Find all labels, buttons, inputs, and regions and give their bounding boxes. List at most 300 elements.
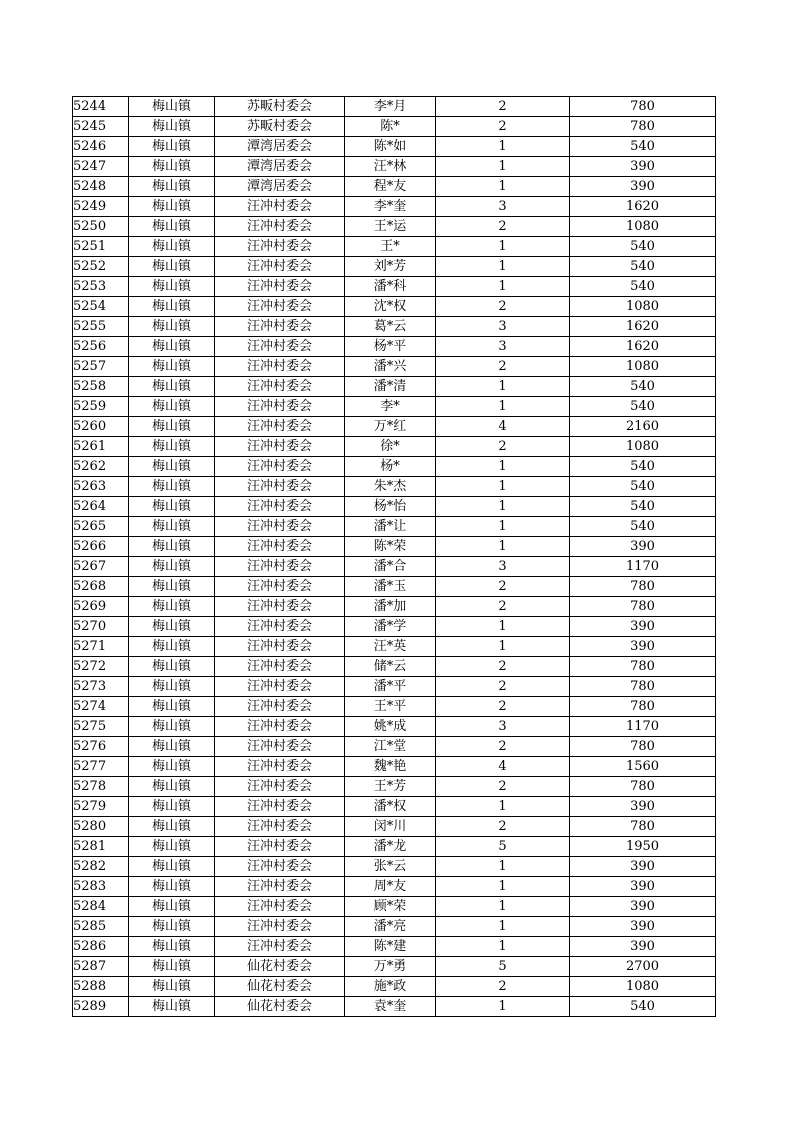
household-count-cell: 1 <box>436 137 570 157</box>
record-id-cell: 5255 <box>73 317 129 337</box>
town-cell: 梅山镇 <box>129 897 215 917</box>
amount-cell: 540 <box>570 477 716 497</box>
town-cell: 梅山镇 <box>129 857 215 877</box>
table-row <box>73 717 716 737</box>
amount-cell: 780 <box>570 817 716 837</box>
record-id-cell: 5258 <box>73 377 129 397</box>
name-cell: 葛*云 <box>345 317 436 337</box>
table-row <box>73 957 716 977</box>
record-id-cell: 5256 <box>73 337 129 357</box>
name-cell: 王*平 <box>345 697 436 717</box>
amount-cell: 540 <box>570 997 716 1017</box>
town-cell: 梅山镇 <box>129 197 215 217</box>
name-cell: 陈*荣 <box>345 537 436 557</box>
table-row <box>73 817 716 837</box>
village-committee-cell: 汪冲村委会 <box>215 337 345 357</box>
name-cell: 张*云 <box>345 857 436 877</box>
table-row <box>73 477 716 497</box>
amount-cell: 540 <box>570 277 716 297</box>
table-row <box>73 377 716 397</box>
town-cell: 梅山镇 <box>129 117 215 137</box>
record-id-cell: 5275 <box>73 717 129 737</box>
table-row <box>73 177 716 197</box>
village-committee-cell: 汪冲村委会 <box>215 657 345 677</box>
town-cell: 梅山镇 <box>129 277 215 297</box>
amount-cell: 390 <box>570 637 716 657</box>
record-id-cell: 5268 <box>73 577 129 597</box>
village-committee-cell: 汪冲村委会 <box>215 637 345 657</box>
name-cell: 潘*合 <box>345 557 436 577</box>
town-cell: 梅山镇 <box>129 957 215 977</box>
household-count-cell: 5 <box>436 957 570 977</box>
amount-cell: 540 <box>570 257 716 277</box>
town-cell: 梅山镇 <box>129 677 215 697</box>
household-count-cell: 2 <box>436 777 570 797</box>
record-id-cell: 5285 <box>73 917 129 937</box>
town-cell: 梅山镇 <box>129 217 215 237</box>
town-cell: 梅山镇 <box>129 357 215 377</box>
table-row <box>73 757 716 777</box>
amount-cell: 390 <box>570 617 716 637</box>
town-cell: 梅山镇 <box>129 997 215 1017</box>
record-id-cell: 5279 <box>73 797 129 817</box>
record-id-cell: 5277 <box>73 757 129 777</box>
table-row <box>73 417 716 437</box>
household-count-cell: 1 <box>436 457 570 477</box>
amount-cell: 390 <box>570 897 716 917</box>
household-count-cell: 1 <box>436 477 570 497</box>
name-cell: 汪*英 <box>345 637 436 657</box>
name-cell: 程*友 <box>345 177 436 197</box>
table-row <box>73 937 716 957</box>
record-id-cell: 5260 <box>73 417 129 437</box>
amount-cell: 390 <box>570 177 716 197</box>
name-cell: 施*政 <box>345 977 436 997</box>
town-cell: 梅山镇 <box>129 497 215 517</box>
town-cell: 梅山镇 <box>129 177 215 197</box>
name-cell: 袁*奎 <box>345 997 436 1017</box>
amount-cell: 1080 <box>570 217 716 237</box>
town-cell: 梅山镇 <box>129 157 215 177</box>
town-cell: 梅山镇 <box>129 617 215 637</box>
amount-cell: 780 <box>570 117 716 137</box>
village-committee-cell: 汪冲村委会 <box>215 757 345 777</box>
table-row <box>73 457 716 477</box>
name-cell: 徐* <box>345 437 436 457</box>
household-count-cell: 2 <box>436 357 570 377</box>
town-cell: 梅山镇 <box>129 417 215 437</box>
village-committee-cell: 汪冲村委会 <box>215 837 345 857</box>
name-cell: 潘*玉 <box>345 577 436 597</box>
amount-cell: 1620 <box>570 197 716 217</box>
name-cell: 李*月 <box>345 97 436 117</box>
household-count-cell: 2 <box>436 737 570 757</box>
table-row <box>73 277 716 297</box>
town-cell: 梅山镇 <box>129 597 215 617</box>
table-row <box>73 337 716 357</box>
amount-cell: 540 <box>570 237 716 257</box>
name-cell: 陈*建 <box>345 937 436 957</box>
record-id-cell: 5288 <box>73 977 129 997</box>
amount-cell: 780 <box>570 697 716 717</box>
town-cell: 梅山镇 <box>129 317 215 337</box>
village-committee-cell: 汪冲村委会 <box>215 717 345 737</box>
record-id-cell: 5272 <box>73 657 129 677</box>
town-cell: 梅山镇 <box>129 737 215 757</box>
town-cell: 梅山镇 <box>129 297 215 317</box>
amount-cell: 1560 <box>570 757 716 777</box>
village-committee-cell: 汪冲村委会 <box>215 517 345 537</box>
table-row <box>73 837 716 857</box>
table-row <box>73 357 716 377</box>
household-count-cell: 3 <box>436 717 570 737</box>
record-id-cell: 5246 <box>73 137 129 157</box>
amount-cell: 540 <box>570 517 716 537</box>
household-count-cell: 2 <box>436 217 570 237</box>
household-count-cell: 2 <box>436 597 570 617</box>
name-cell: 潘*让 <box>345 517 436 537</box>
household-count-cell: 1 <box>436 897 570 917</box>
household-count-cell: 1 <box>436 797 570 817</box>
household-count-cell: 1 <box>436 157 570 177</box>
household-count-cell: 2 <box>436 97 570 117</box>
village-committee-cell: 汪冲村委会 <box>215 317 345 337</box>
amount-cell: 780 <box>570 577 716 597</box>
name-cell: 王*运 <box>345 217 436 237</box>
town-cell: 梅山镇 <box>129 757 215 777</box>
record-id-cell: 5249 <box>73 197 129 217</box>
table-row <box>73 137 716 157</box>
village-committee-cell: 汪冲村委会 <box>215 457 345 477</box>
village-committee-cell: 汪冲村委会 <box>215 737 345 757</box>
town-cell: 梅山镇 <box>129 577 215 597</box>
village-committee-cell: 汪冲村委会 <box>215 897 345 917</box>
table-row <box>73 317 716 337</box>
household-count-cell: 1 <box>436 397 570 417</box>
household-count-cell: 3 <box>436 557 570 577</box>
town-cell: 梅山镇 <box>129 97 215 117</box>
name-cell: 潘*亮 <box>345 917 436 937</box>
village-committee-cell: 汪冲村委会 <box>215 297 345 317</box>
household-count-cell: 1 <box>436 177 570 197</box>
record-id-cell: 5287 <box>73 957 129 977</box>
record-id-cell: 5273 <box>73 677 129 697</box>
table-row <box>73 257 716 277</box>
record-id-cell: 5267 <box>73 557 129 577</box>
record-id-cell: 5261 <box>73 437 129 457</box>
table-row <box>73 297 716 317</box>
amount-cell: 540 <box>570 397 716 417</box>
record-id-cell: 5266 <box>73 537 129 557</box>
name-cell: 陈*如 <box>345 137 436 157</box>
amount-cell: 1620 <box>570 337 716 357</box>
name-cell: 姚*成 <box>345 717 436 737</box>
record-id-cell: 5269 <box>73 597 129 617</box>
village-committee-cell: 汪冲村委会 <box>215 917 345 937</box>
record-id-cell: 5284 <box>73 897 129 917</box>
name-cell: 江*堂 <box>345 737 436 757</box>
household-count-cell: 1 <box>436 937 570 957</box>
table-row <box>73 117 716 137</box>
amount-cell: 390 <box>570 937 716 957</box>
record-id-cell: 5248 <box>73 177 129 197</box>
name-cell: 周*友 <box>345 877 436 897</box>
household-count-cell: 1 <box>436 517 570 537</box>
village-committee-cell: 汪冲村委会 <box>215 437 345 457</box>
name-cell: 朱*杰 <box>345 477 436 497</box>
amount-cell: 780 <box>570 597 716 617</box>
record-id-cell: 5244 <box>73 97 129 117</box>
household-count-cell: 2 <box>436 437 570 457</box>
amount-cell: 2700 <box>570 957 716 977</box>
household-count-cell: 4 <box>436 757 570 777</box>
town-cell: 梅山镇 <box>129 537 215 557</box>
table-row <box>73 217 716 237</box>
record-id-cell: 5274 <box>73 697 129 717</box>
table-row <box>73 917 716 937</box>
name-cell: 潘*兴 <box>345 357 436 377</box>
amount-cell: 780 <box>570 97 716 117</box>
household-count-cell: 1 <box>436 877 570 897</box>
table-row <box>73 877 716 897</box>
amount-cell: 540 <box>570 137 716 157</box>
town-cell: 梅山镇 <box>129 777 215 797</box>
name-cell: 沈*权 <box>345 297 436 317</box>
record-id-cell: 5250 <box>73 217 129 237</box>
household-count-cell: 1 <box>436 997 570 1017</box>
table-row <box>73 537 716 557</box>
name-cell: 杨* <box>345 457 436 477</box>
table-row <box>73 617 716 637</box>
household-count-cell: 2 <box>436 577 570 597</box>
village-committee-cell: 汪冲村委会 <box>215 277 345 297</box>
records-table <box>72 96 716 1017</box>
table-row <box>73 437 716 457</box>
record-id-cell: 5265 <box>73 517 129 537</box>
record-id-cell: 5280 <box>73 817 129 837</box>
table-row <box>73 677 716 697</box>
table-row <box>73 97 716 117</box>
village-committee-cell: 汪冲村委会 <box>215 237 345 257</box>
amount-cell: 780 <box>570 657 716 677</box>
village-committee-cell: 汪冲村委会 <box>215 557 345 577</box>
household-count-cell: 2 <box>436 117 570 137</box>
name-cell: 陈* <box>345 117 436 137</box>
village-committee-cell: 汪冲村委会 <box>215 257 345 277</box>
name-cell: 万*红 <box>345 417 436 437</box>
amount-cell: 390 <box>570 797 716 817</box>
village-committee-cell: 汪冲村委会 <box>215 597 345 617</box>
town-cell: 梅山镇 <box>129 377 215 397</box>
name-cell: 杨*怡 <box>345 497 436 517</box>
village-committee-cell: 苏畈村委会 <box>215 117 345 137</box>
household-count-cell: 1 <box>436 537 570 557</box>
household-count-cell: 2 <box>436 817 570 837</box>
table-row <box>73 197 716 217</box>
village-committee-cell: 潭湾居委会 <box>215 137 345 157</box>
household-count-cell: 2 <box>436 677 570 697</box>
record-id-cell: 5271 <box>73 637 129 657</box>
record-id-cell: 5282 <box>73 857 129 877</box>
amount-cell: 1170 <box>570 557 716 577</box>
amount-cell: 390 <box>570 157 716 177</box>
village-committee-cell: 汪冲村委会 <box>215 817 345 837</box>
amount-cell: 780 <box>570 737 716 757</box>
record-id-cell: 5252 <box>73 257 129 277</box>
record-id-cell: 5257 <box>73 357 129 377</box>
record-id-cell: 5278 <box>73 777 129 797</box>
village-committee-cell: 汪冲村委会 <box>215 877 345 897</box>
table-row <box>73 637 716 657</box>
town-cell: 梅山镇 <box>129 837 215 857</box>
village-committee-cell: 汪冲村委会 <box>215 797 345 817</box>
household-count-cell: 1 <box>436 917 570 937</box>
records-table-body <box>73 97 716 1017</box>
record-id-cell: 5245 <box>73 117 129 137</box>
table-row <box>73 397 716 417</box>
table-row <box>73 497 716 517</box>
record-id-cell: 5264 <box>73 497 129 517</box>
town-cell: 梅山镇 <box>129 637 215 657</box>
record-id-cell: 5262 <box>73 457 129 477</box>
table-row <box>73 997 716 1017</box>
table-row <box>73 857 716 877</box>
name-cell: 潘*平 <box>345 677 436 697</box>
household-count-cell: 3 <box>436 197 570 217</box>
amount-cell: 390 <box>570 877 716 897</box>
table-row <box>73 797 716 817</box>
village-committee-cell: 汪冲村委会 <box>215 777 345 797</box>
record-id-cell: 5259 <box>73 397 129 417</box>
record-id-cell: 5286 <box>73 937 129 957</box>
town-cell: 梅山镇 <box>129 257 215 277</box>
town-cell: 梅山镇 <box>129 917 215 937</box>
village-committee-cell: 仙花村委会 <box>215 977 345 997</box>
table-row <box>73 697 716 717</box>
town-cell: 梅山镇 <box>129 697 215 717</box>
village-committee-cell: 汪冲村委会 <box>215 677 345 697</box>
town-cell: 梅山镇 <box>129 337 215 357</box>
name-cell: 杨*平 <box>345 337 436 357</box>
record-id-cell: 5283 <box>73 877 129 897</box>
town-cell: 梅山镇 <box>129 137 215 157</box>
village-committee-cell: 潭湾居委会 <box>215 177 345 197</box>
table-row <box>73 157 716 177</box>
amount-cell: 780 <box>570 677 716 697</box>
town-cell: 梅山镇 <box>129 397 215 417</box>
household-count-cell: 1 <box>436 497 570 517</box>
household-count-cell: 3 <box>436 317 570 337</box>
table-row <box>73 557 716 577</box>
amount-cell: 390 <box>570 917 716 937</box>
household-count-cell: 3 <box>436 337 570 357</box>
village-committee-cell: 仙花村委会 <box>215 997 345 1017</box>
village-committee-cell: 苏畈村委会 <box>215 97 345 117</box>
amount-cell: 390 <box>570 537 716 557</box>
name-cell: 潘*清 <box>345 377 436 397</box>
amount-cell: 540 <box>570 457 716 477</box>
household-count-cell: 1 <box>436 257 570 277</box>
name-cell: 潘*龙 <box>345 837 436 857</box>
amount-cell: 2160 <box>570 417 716 437</box>
town-cell: 梅山镇 <box>129 977 215 997</box>
table-row <box>73 737 716 757</box>
table-row <box>73 517 716 537</box>
table-row <box>73 977 716 997</box>
record-id-cell: 5276 <box>73 737 129 757</box>
name-cell: 王* <box>345 237 436 257</box>
village-committee-cell: 汪冲村委会 <box>215 697 345 717</box>
town-cell: 梅山镇 <box>129 237 215 257</box>
household-count-cell: 1 <box>436 237 570 257</box>
name-cell: 潘*科 <box>345 277 436 297</box>
town-cell: 梅山镇 <box>129 457 215 477</box>
record-id-cell: 5247 <box>73 157 129 177</box>
household-count-cell: 1 <box>436 617 570 637</box>
name-cell: 顾*荣 <box>345 897 436 917</box>
village-committee-cell: 汪冲村委会 <box>215 477 345 497</box>
town-cell: 梅山镇 <box>129 937 215 957</box>
name-cell: 汪*林 <box>345 157 436 177</box>
village-committee-cell: 汪冲村委会 <box>215 377 345 397</box>
village-committee-cell: 汪冲村委会 <box>215 217 345 237</box>
name-cell: 李*奎 <box>345 197 436 217</box>
household-count-cell: 1 <box>436 277 570 297</box>
town-cell: 梅山镇 <box>129 797 215 817</box>
amount-cell: 540 <box>570 377 716 397</box>
village-committee-cell: 汪冲村委会 <box>215 937 345 957</box>
household-count-cell: 1 <box>436 637 570 657</box>
record-id-cell: 5253 <box>73 277 129 297</box>
table-row <box>73 597 716 617</box>
record-id-cell: 5270 <box>73 617 129 637</box>
village-committee-cell: 汪冲村委会 <box>215 197 345 217</box>
table-row <box>73 777 716 797</box>
town-cell: 梅山镇 <box>129 717 215 737</box>
amount-cell: 540 <box>570 497 716 517</box>
amount-cell: 1080 <box>570 437 716 457</box>
name-cell: 闵*川 <box>345 817 436 837</box>
record-id-cell: 5289 <box>73 997 129 1017</box>
town-cell: 梅山镇 <box>129 877 215 897</box>
village-committee-cell: 汪冲村委会 <box>215 417 345 437</box>
town-cell: 梅山镇 <box>129 437 215 457</box>
town-cell: 梅山镇 <box>129 557 215 577</box>
town-cell: 梅山镇 <box>129 817 215 837</box>
record-id-cell: 5263 <box>73 477 129 497</box>
amount-cell: 390 <box>570 857 716 877</box>
record-id-cell: 5254 <box>73 297 129 317</box>
household-count-cell: 5 <box>436 837 570 857</box>
name-cell: 潘*学 <box>345 617 436 637</box>
household-count-cell: 2 <box>436 657 570 677</box>
village-committee-cell: 汪冲村委会 <box>215 577 345 597</box>
village-committee-cell: 汪冲村委会 <box>215 537 345 557</box>
town-cell: 梅山镇 <box>129 477 215 497</box>
amount-cell: 1170 <box>570 717 716 737</box>
table-row <box>73 237 716 257</box>
amount-cell: 1620 <box>570 317 716 337</box>
amount-cell: 1950 <box>570 837 716 857</box>
table-row <box>73 897 716 917</box>
household-count-cell: 1 <box>436 857 570 877</box>
village-committee-cell: 汪冲村委会 <box>215 857 345 877</box>
household-count-cell: 1 <box>436 377 570 397</box>
village-committee-cell: 汪冲村委会 <box>215 497 345 517</box>
record-id-cell: 5281 <box>73 837 129 857</box>
table-row <box>73 577 716 597</box>
name-cell: 魏*艳 <box>345 757 436 777</box>
